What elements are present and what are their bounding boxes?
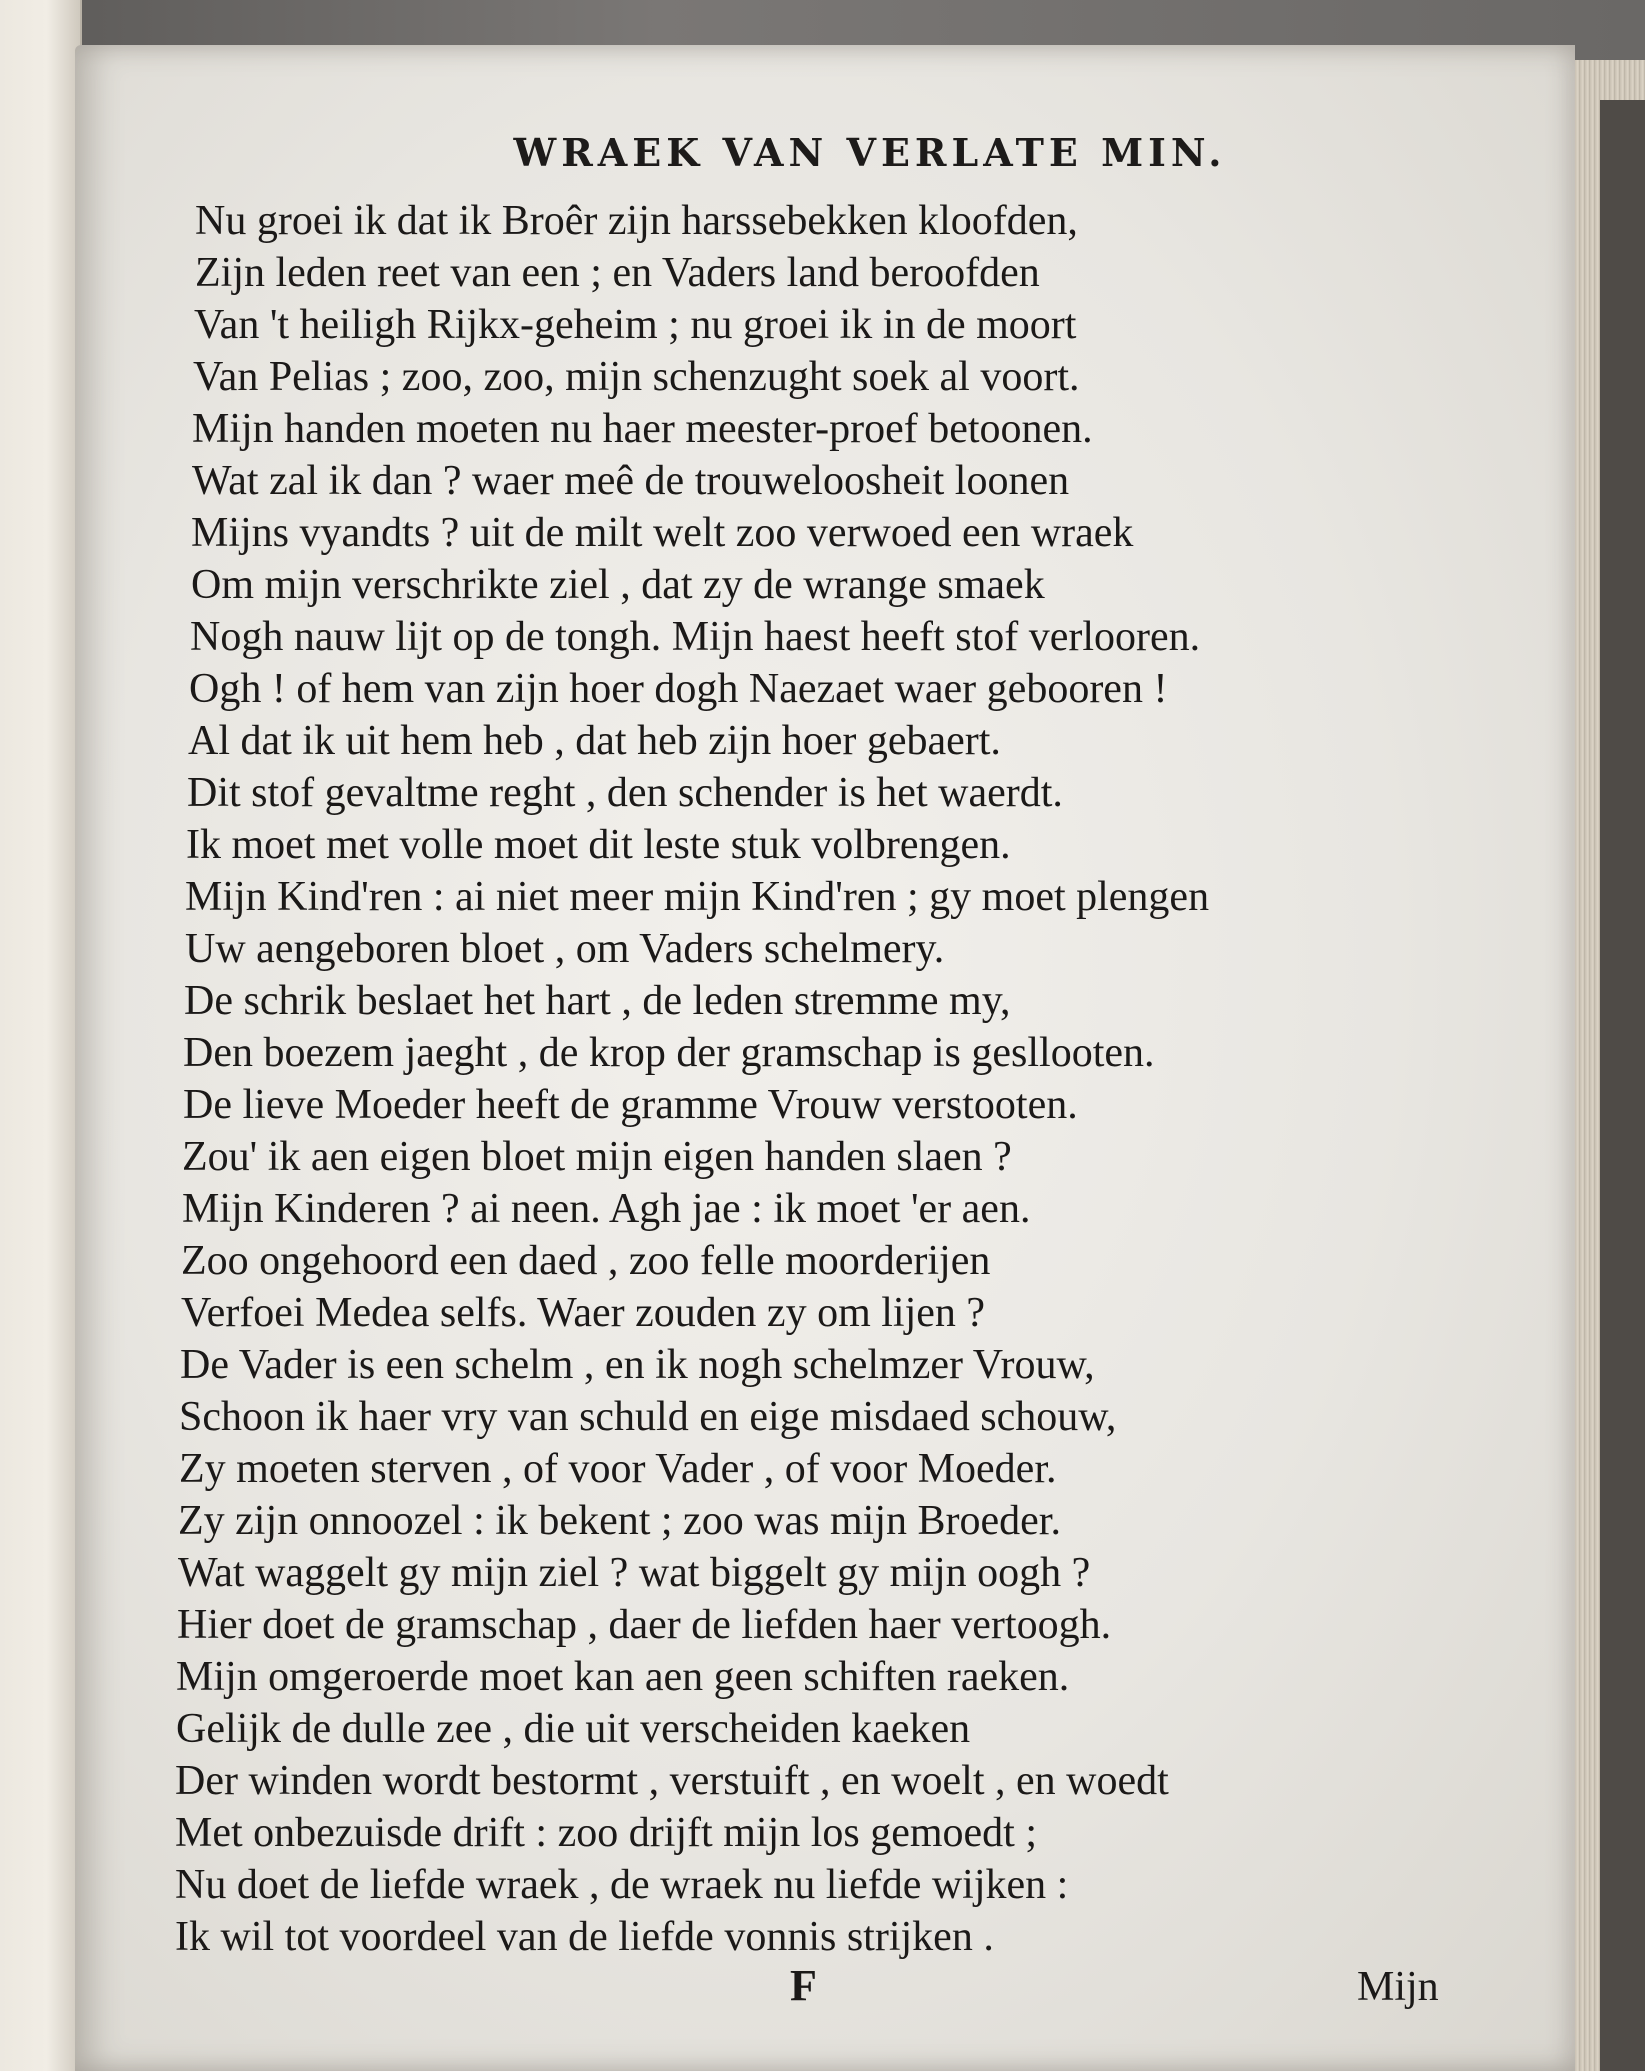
verse-line: Ik moet met volle moet dit leste stuk volbrengen. xyxy=(186,822,1011,868)
facing-page-edge xyxy=(0,0,82,2071)
catchword: Mijn xyxy=(1357,1964,1439,2010)
verse-line: Van Pelias ; zoo, zoo, mijn schenzught soek al voort. xyxy=(193,354,1080,400)
verse-line: Verfoei Medea selfs. Waer zouden zy om lijen ? xyxy=(181,1290,986,1336)
verse-line: Gelijk de dulle zee , die uit verscheiden kaeken xyxy=(176,1706,971,1752)
verse-line: Zoo ongehoord een daed , zoo felle moorderijen xyxy=(181,1238,991,1284)
verse-line: Wat zal ik dan ? waer meê de trouweloosheit loonen xyxy=(192,458,1070,504)
verse-line: Der winden wordt bestormt , verstuift , en woelt , en woedt xyxy=(175,1758,1169,1804)
book-page xyxy=(75,45,1575,2071)
verse-line: Mijn Kinderen ? ai neen. Agh jae : ik moet 'er aen. xyxy=(182,1186,1031,1232)
verse-line: Zijn leden reet van een ; en Vaders land beroofden xyxy=(195,250,1040,296)
verse-line: Met onbezuisde drift : zoo drijft mijn los gemoedt ; xyxy=(175,1810,1038,1856)
book-cover-edge xyxy=(1600,100,1645,2071)
verse-line: Om mijn verschrikte ziel , dat zy de wrange smaek xyxy=(191,562,1045,608)
verse-line: De Vader is een schelm , en ik nogh schelmzer Vrouw, xyxy=(180,1342,1095,1388)
verse-line: Van 't heiligh Rijkx-geheim ; nu groei ik in de moort xyxy=(194,302,1077,348)
verse-text xyxy=(175,195,1525,1963)
verse-line: Den boezem jaeght , de krop der gramschap is gesllooten. xyxy=(183,1030,1155,1076)
verse-line: De lieve Moeder heeft de gramme Vrouw verstooten. xyxy=(183,1082,1078,1128)
running-title: WRAEK VAN VERLATE MIN. xyxy=(513,130,1227,175)
verse-line: Nogh nauw lijt op de tongh. Mijn haest heeft stof verlooren. xyxy=(190,614,1201,660)
signature-mark: F xyxy=(790,1961,817,2010)
verse-line: Ik wil tot voordeel van de liefde vonnis strijken . xyxy=(175,1914,994,1960)
verse-line: Schoon ik haer vry van schuld en eige misdaed schouw, xyxy=(179,1394,1117,1440)
verse-line: Zy zijn onnoozel : ik bekent ; zoo was mijn Broeder. xyxy=(178,1498,1061,1544)
verse-line: Zou' ik aen eigen bloet mijn eigen handen slaen ? xyxy=(182,1134,1012,1180)
verse-line: Mijn Kind'ren : ai niet meer mijn Kind'ren ; gy moet plengen xyxy=(185,874,1210,920)
verse-line: Nu doet de liefde wraek , de wraek nu liefde wijken : xyxy=(175,1862,1069,1908)
verse-line: De schrik beslaet het hart , de leden stremme my, xyxy=(184,978,1011,1024)
verse-line: Dit stof gevaltme reght , den schender is het waerdt. xyxy=(187,770,1063,816)
verse-line: Hier doet de gramschap , daer de liefden haer vertoogh. xyxy=(177,1602,1112,1648)
verse-line: Uw aengeboren bloet , om Vaders schelmery. xyxy=(185,926,945,972)
verse-line: Mijn omgeroerde moet kan aen geen schiften raeken. xyxy=(176,1654,1070,1700)
verse-line: Al dat ik uit hem heb , dat heb zijn hoer gebaert. xyxy=(188,718,1001,764)
verse-line: Zy moeten sterven , of voor Vader , of voor Moeder. xyxy=(179,1446,1057,1492)
verse-line: Mijn handen moeten nu haer meester-proef betoonen. xyxy=(192,406,1093,452)
verse-line: Wat waggelt gy mijn ziel ? wat biggelt gy mijn oogh ? xyxy=(178,1550,1091,1596)
verse-line: Ogh ! of hem van zijn hoer dogh Naezaet waer gebooren ! xyxy=(189,666,1168,712)
verse-line: Nu groei ik dat ik Broêr zijn harssebekken kloofden, xyxy=(195,198,1078,244)
verse-line: Mijns vyandts ? uit de milt welt zoo verwoed een wraek xyxy=(191,510,1134,556)
